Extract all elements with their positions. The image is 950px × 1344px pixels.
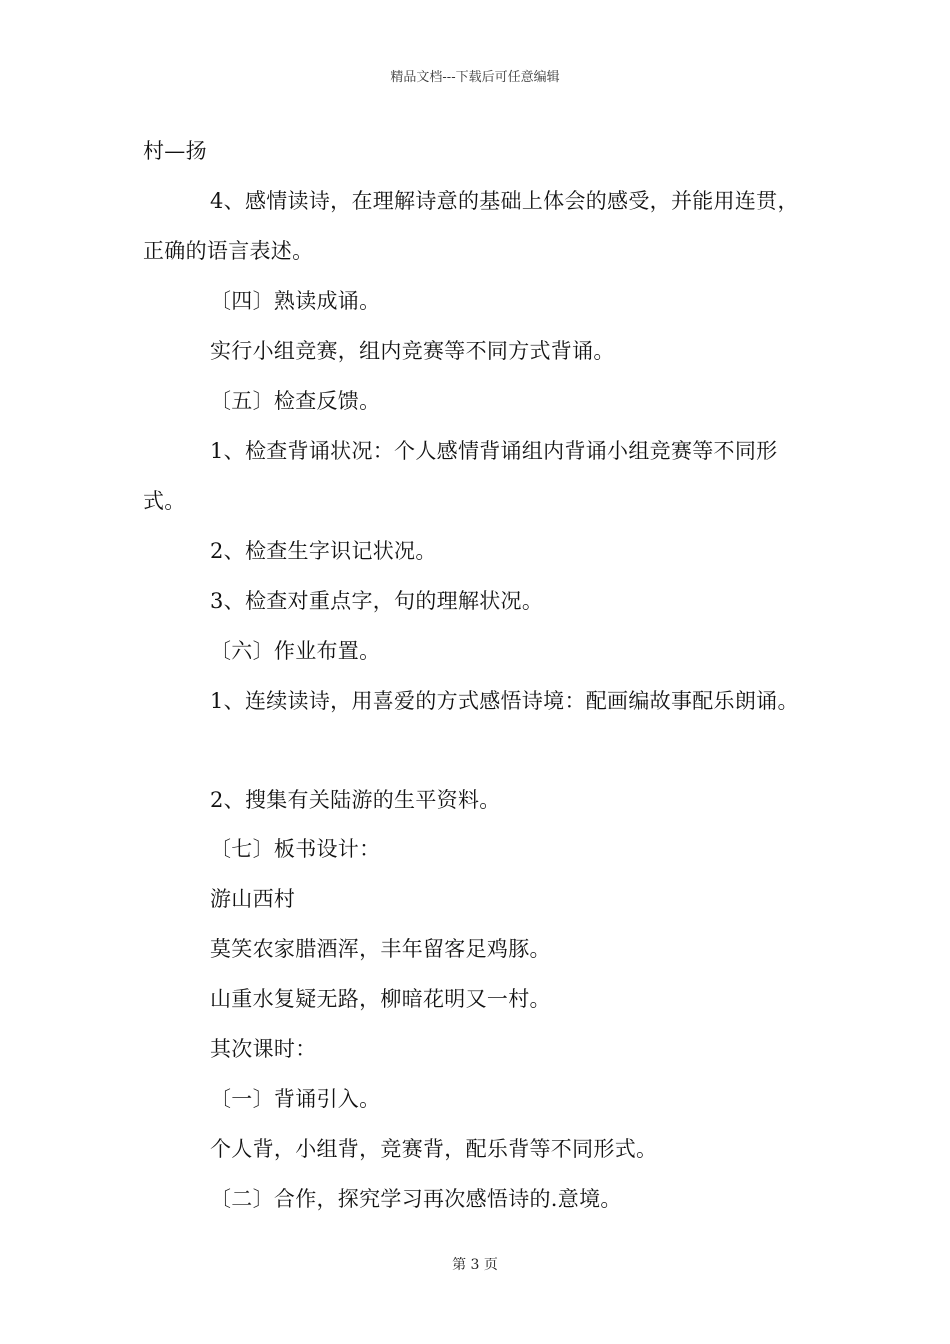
text-line: 3、检查对重点字，句的理解状况。: [210, 589, 544, 613]
section-heading: 〔七〕板书设计：: [210, 837, 381, 861]
text-line: 2、搜集有关陆游的生平资料。: [210, 788, 501, 812]
poem-title: 游山西村: [210, 887, 296, 911]
text-line: 1、检查背诵状况：个人感情背诵组内背诵小组竞赛等不同形: [210, 439, 778, 463]
section-heading: 〔四〕熟读成诵。: [210, 289, 381, 313]
text-line: 村—扬: [143, 139, 207, 163]
text-line: 1、连续读诗，用喜爱的方式感悟诗境：配画编故事配乐朗诵。: [210, 689, 799, 713]
text-line: 个人背，小组背，竞赛背，配乐背等不同形式。: [210, 1137, 658, 1161]
poem-line: 莫笑农家腊酒浑，丰年留客足鸡豚。: [210, 937, 551, 961]
text-line: 式。: [143, 489, 186, 513]
section-heading: 〔一〕背诵引入。: [210, 1087, 381, 1111]
section-heading: 〔五〕检查反馈。: [210, 389, 381, 413]
text-line: 其次课时：: [210, 1037, 317, 1061]
text-line: 实行小组竞赛，组内竞赛等不同方式背诵。: [210, 339, 615, 363]
section-heading: 〔二〕合作，探究学习再次感悟诗的.意境。: [210, 1187, 622, 1211]
text-line: 4、感情读诗，在理解诗意的基础上体会的感受，并能用连贯，: [210, 189, 799, 213]
section-heading: 〔六〕作业布置。: [210, 639, 381, 663]
poem-line: 山重水复疑无路，柳暗花明又一村。: [210, 987, 551, 1011]
text-line: 正确的语言表述。: [143, 239, 314, 263]
page-number: 第 3 页: [452, 1257, 498, 1273]
page-header: 精品文档---下载后可任意编辑: [390, 70, 560, 85]
text-line: 2、检查生字识记状况。: [210, 539, 437, 563]
